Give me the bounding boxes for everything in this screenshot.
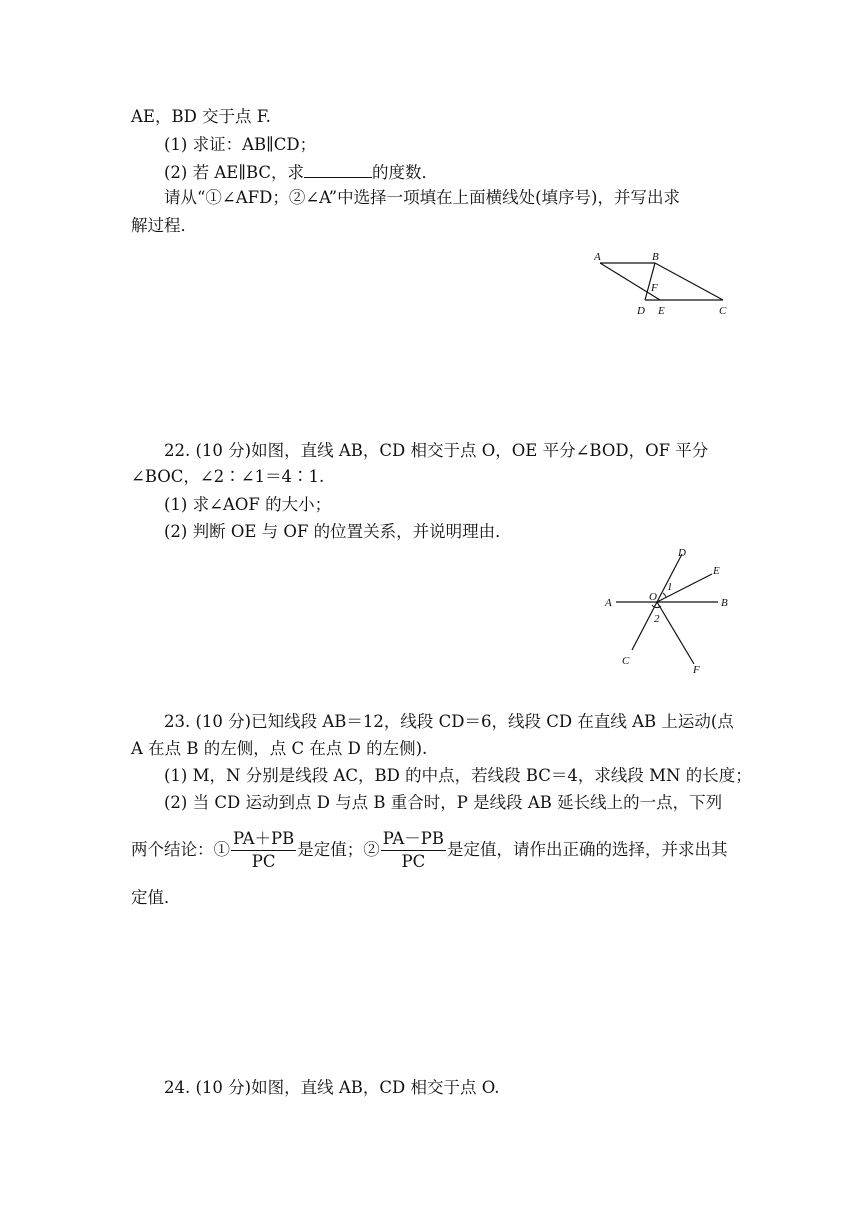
q21-continuation: AE，BD 交于点 F. <box>131 107 271 126</box>
q22-part1: (1) 求∠AOF 的大小； <box>164 495 332 514</box>
q22-label-B: B <box>721 597 728 609</box>
q21-instruction-line2: 解过程． <box>131 216 197 235</box>
q22-line1: 22. (10 分)如图，直线 AB，CD 相交于点 O，OE 平分∠BOD，OF 平分 <box>164 441 709 460</box>
q23-conclusions-suffix: 是定值，请作出正确的选择，并求出其 <box>446 840 728 859</box>
fraction-1 <box>231 828 296 873</box>
q23-conclusions-mid: 是定值；② <box>297 840 380 859</box>
fraction-1-numerator: PA＋PB <box>231 828 296 851</box>
q21-label-D: D <box>637 305 645 317</box>
q22-figure <box>600 546 750 676</box>
q22-label-A: A <box>605 597 612 609</box>
q22-label-D: D <box>678 547 686 559</box>
fraction-2-numerator: PA－PB <box>381 828 446 851</box>
q23-conclusions <box>131 828 727 873</box>
q23-last-line: 定值． <box>131 888 181 907</box>
fraction-2 <box>381 828 446 873</box>
q21-label-F: F <box>651 282 658 294</box>
q21-label-E: E <box>658 305 665 317</box>
q21-part2 <box>164 161 438 184</box>
fraction-2-denominator: PC <box>401 852 426 871</box>
q21-label-B: B <box>652 251 659 263</box>
q22-line2: ∠BOC，∠2∶∠1＝4∶1. <box>131 467 325 486</box>
q21-instruction-line1: 请从“①∠AFD；②∠A”中选择一项填在上面横线处(填序号)，并写出求 <box>164 188 680 207</box>
q23-part2: (2) 当 CD 运动到点 D 与点 B 重合时，P 是线段 AB 延长线上的一点，下列 <box>164 793 723 812</box>
q21-figure <box>590 248 740 320</box>
q21-part1: (1) 求证：AB∥CD； <box>164 135 317 154</box>
fraction-1-denominator: PC <box>251 852 276 871</box>
q24-line1: 24. (10 分)如图，直线 AB，CD 相交于点 O. <box>164 1078 500 1097</box>
q21-label-A: A <box>594 251 601 263</box>
q23-conclusions-prefix: 两个结论：① <box>131 840 230 859</box>
q22-part2: (2) 判断 OE 与 OF 的位置关系，并说明理由． <box>164 522 512 541</box>
answer-blank <box>304 161 372 178</box>
q22-label-C: C <box>622 655 630 667</box>
q22-angle-2: 2 <box>654 613 660 625</box>
q23-line2: A 在点 B 的左侧，点 C 在点 D 的左侧). <box>131 739 428 758</box>
q23-line1: 23. (10 分)已知线段 AB＝12，线段 CD＝6，线段 CD 在直线 AB 上运动(点 <box>164 712 734 731</box>
q22-angle-1: 1 <box>667 581 673 593</box>
q21-label-C: C <box>719 305 727 317</box>
q21-part2-text-a: (2) 若 AE∥BC，求 <box>164 163 305 182</box>
q22-label-F: F <box>693 664 700 676</box>
q22-label-O: O <box>649 591 657 603</box>
q21-part2-text-b: 的度数． <box>372 163 439 182</box>
q23-part1: (1) M，N 分别是线段 AC，BD 的中点，若线段 BC＝4，求线段 MN 的长度； <box>164 766 752 785</box>
q22-label-E: E <box>713 565 720 577</box>
